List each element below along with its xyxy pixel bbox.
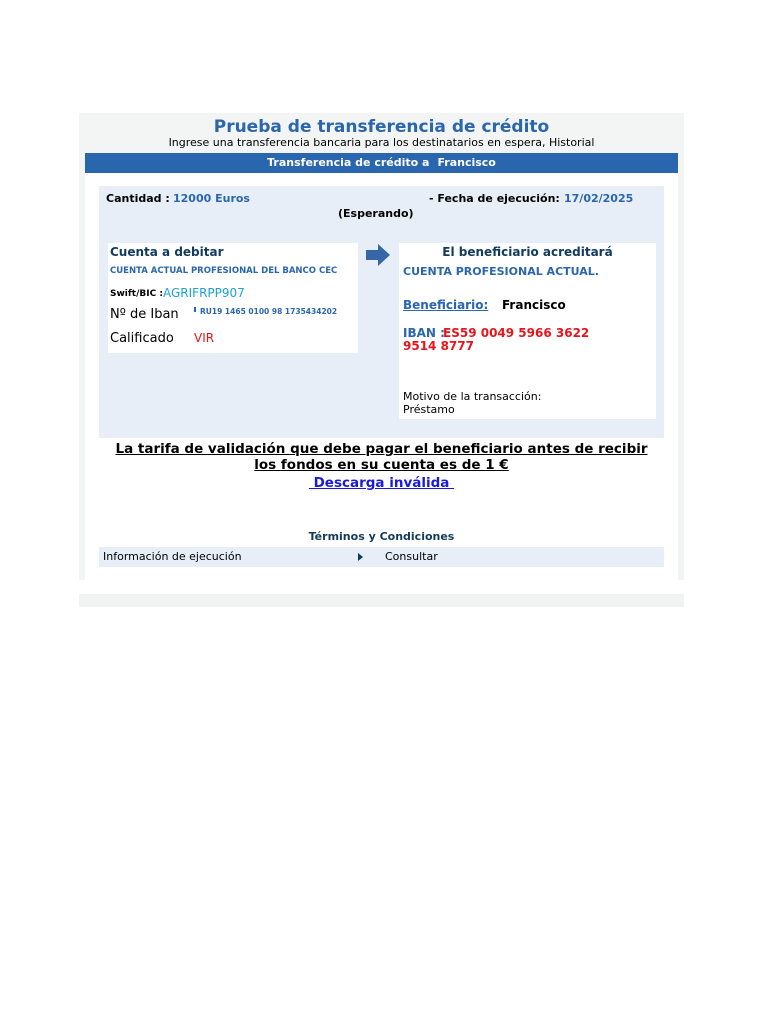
download-link-row (99, 475, 664, 491)
amount-label: Cantidad : (106, 192, 170, 205)
debit-iban-value: RU19 1465 0100 98 1735434202 (200, 307, 338, 316)
amount-value: 12000 Euros (173, 192, 250, 205)
debit-heading: Cuenta a debitar (110, 245, 224, 259)
consult-link[interactable]: Consultar (385, 550, 438, 563)
credit-iban-line2: 9514 8777 (403, 339, 474, 353)
credit-iban-label: IBAN : (403, 326, 445, 340)
page-subtitle: Ingrese una transferencia bancaria para los destinatarios en espera, Historial (168, 136, 595, 149)
reason-value: Préstamo (403, 403, 455, 416)
credit-heading: El beneficiario acreditará (442, 245, 613, 259)
arrow-right-icon (366, 244, 390, 266)
execution-date-label: - Fecha de ejecución: (429, 192, 560, 205)
terms-and-conditions[interactable]: Términos y Condiciones (308, 530, 455, 543)
download-link[interactable]: Descarga inválida (308, 475, 455, 491)
bottom-strip (79, 594, 684, 607)
execution-date-value: 17/02/2025 (564, 192, 634, 205)
swift-value: AGRIFRPP907 (163, 286, 245, 300)
debit-account-name: CUENTA ACTUAL PROFESIONAL DEL BANCO CEC (110, 266, 338, 276)
page-title: Prueba de transferencia de crédito (213, 117, 550, 137)
credit-account-name: CUENTA PROFESIONAL ACTUAL. (403, 265, 599, 278)
triangle-right-icon (358, 553, 363, 561)
fee-notice-line2: los fondos en su cuenta es de 1 € (254, 457, 509, 473)
fee-notice-line1: La tarifa de validación que debe pagar el beneficiario antes de recibir (115, 441, 648, 457)
beneficiary-value: Francisco (502, 298, 566, 312)
transfer-recipient: Francisco (437, 156, 496, 169)
qualified-value: VIR (194, 331, 215, 345)
reason-label: Motivo de la transacción: (403, 390, 542, 403)
execution-info-label: Información de ejecución (103, 550, 242, 563)
execution-info-row (99, 547, 664, 567)
status-text: (Esperando) (338, 207, 414, 220)
iban-marker (194, 307, 196, 312)
transfer-header-bar (85, 153, 678, 173)
credit-iban-line1: ES59 0049 5966 3622 (443, 326, 590, 340)
fee-notice (99, 441, 664, 473)
qualified-label: Calificado (110, 331, 174, 346)
transfer-header-label: Transferencia de crédito a (267, 156, 430, 169)
beneficiary-label: Beneficiario: (403, 298, 489, 312)
swift-label: Swift/BIC : (110, 289, 163, 299)
iban-label: Nº de Iban (110, 307, 179, 322)
